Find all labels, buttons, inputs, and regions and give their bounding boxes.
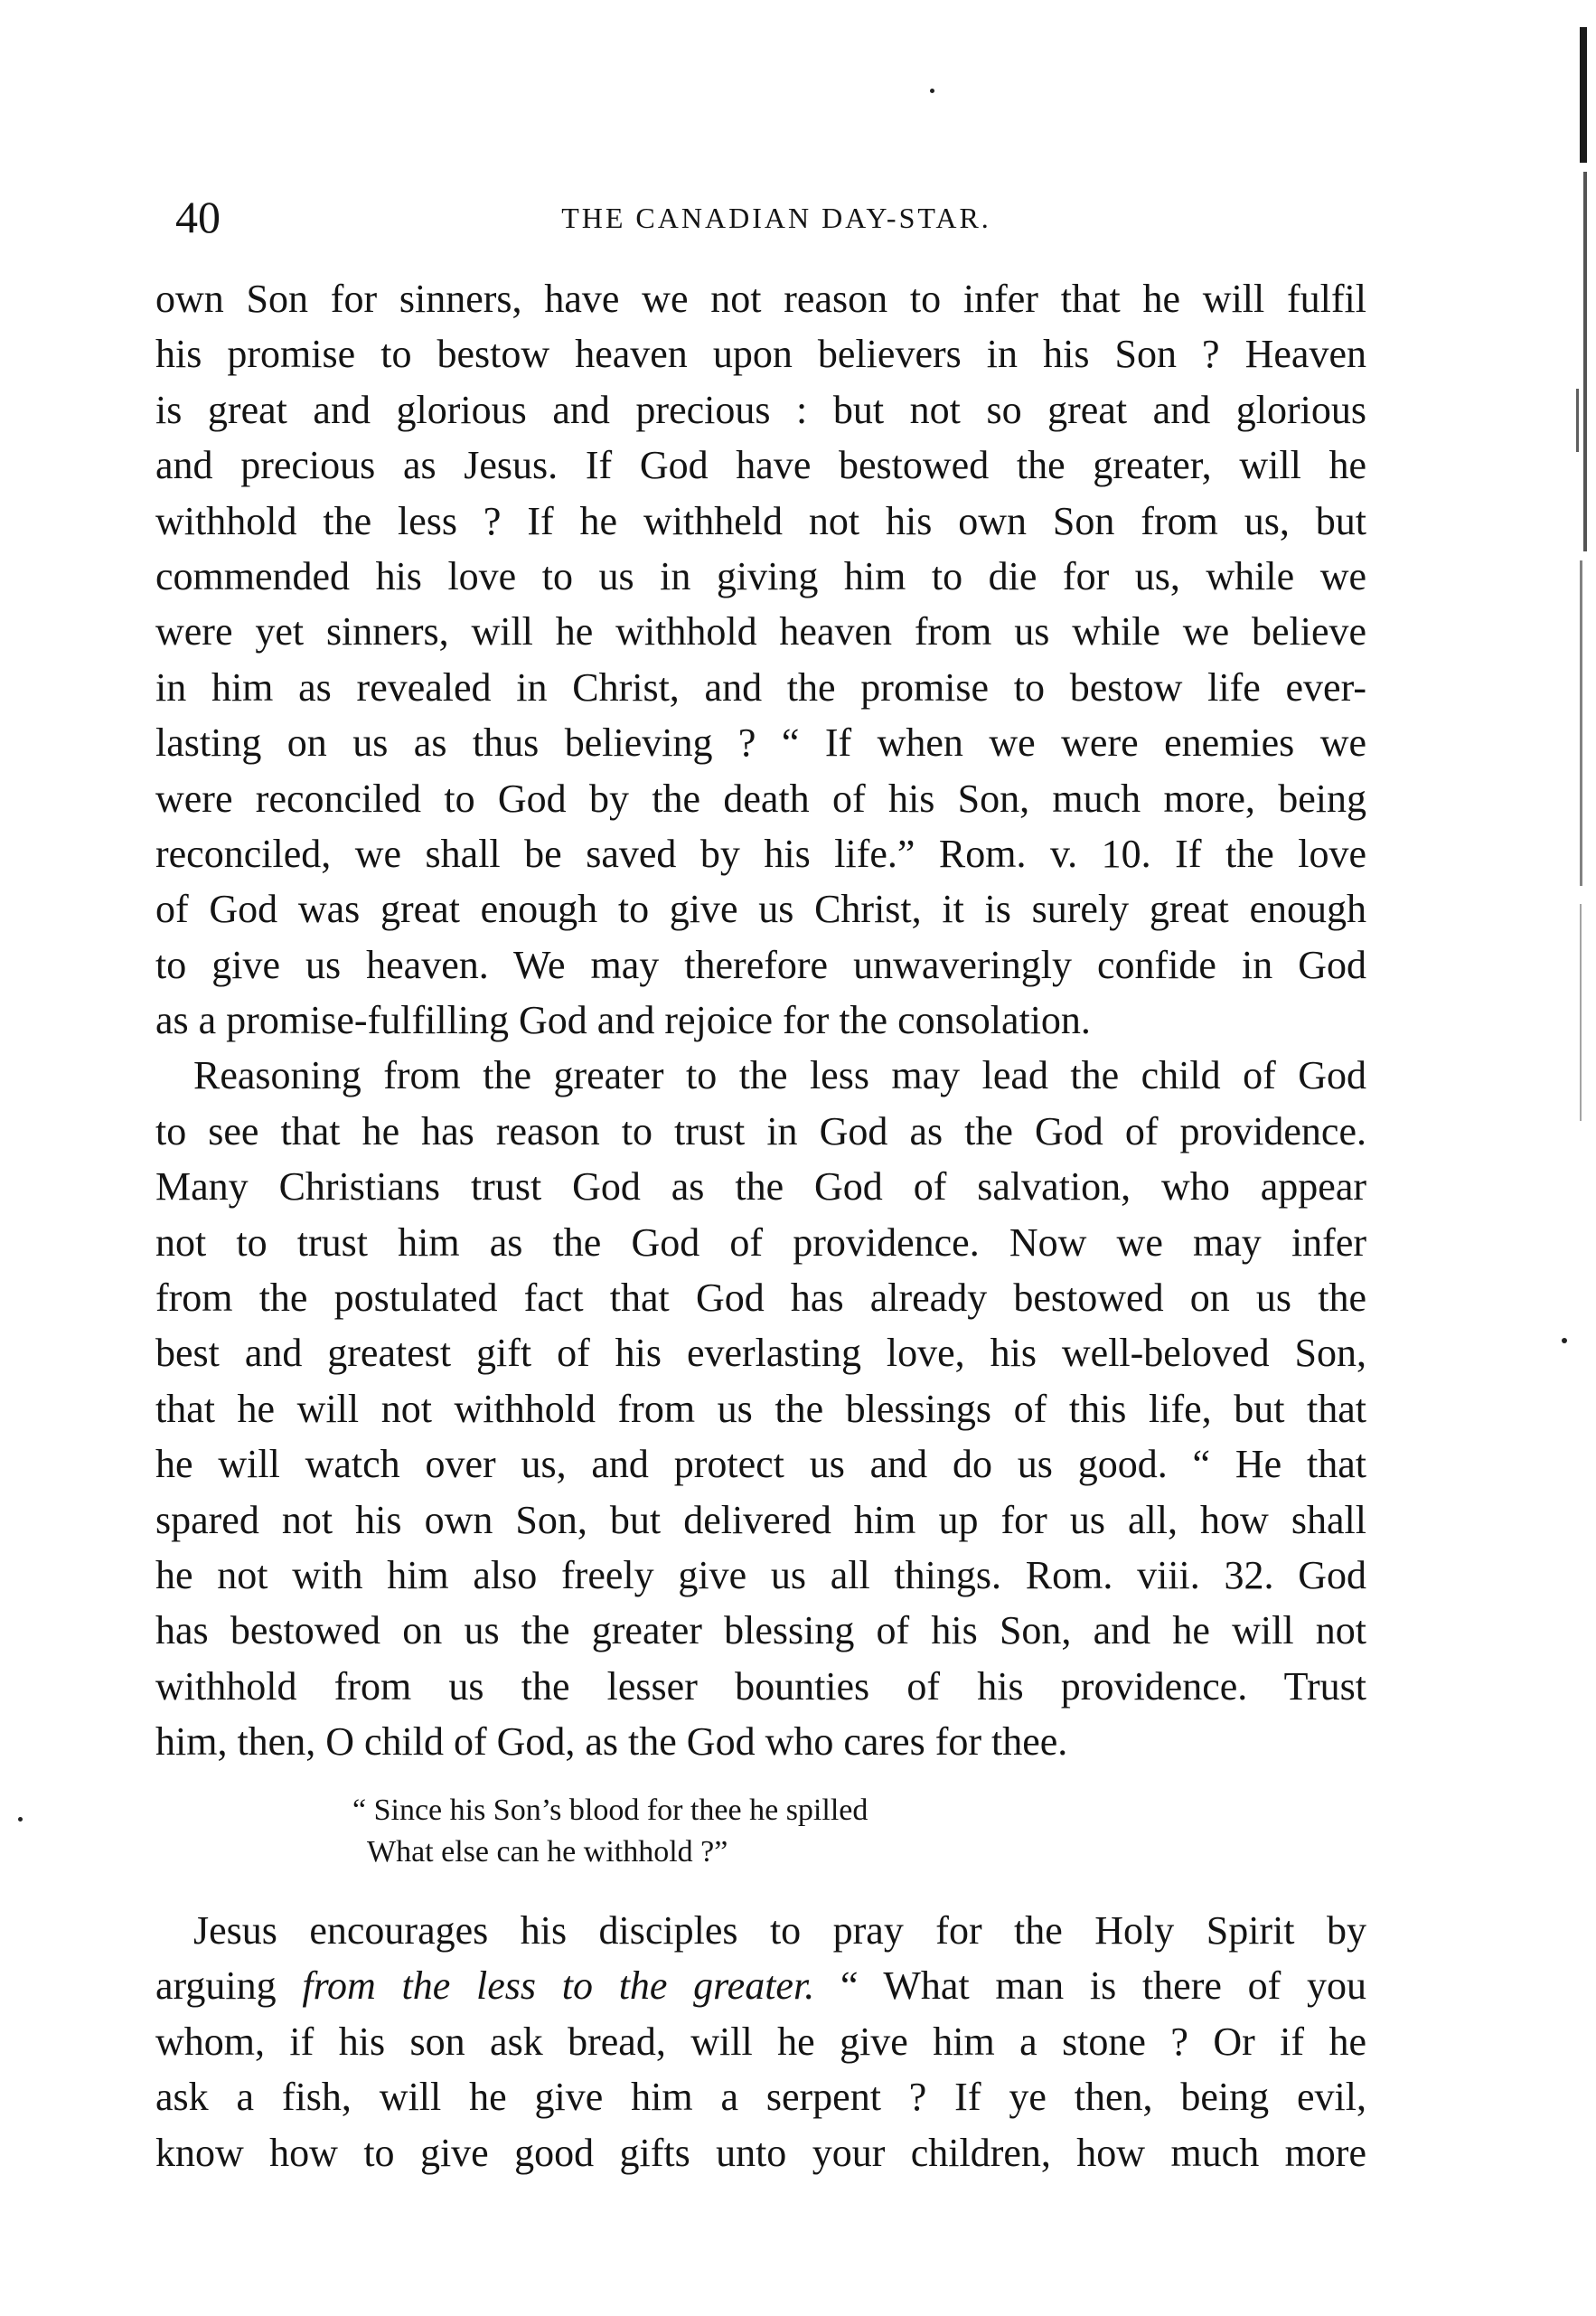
running-header [175, 185, 1377, 249]
verse-line: What else can he withhold ?” [367, 1835, 728, 1869]
text-line: from the postulated fact that God has already bestowed on us the [155, 1276, 1366, 1321]
page-edge-shadow [1580, 27, 1587, 163]
page-edge-shadow [1576, 389, 1579, 452]
text-line: that he will not withhold from us the blessings of this life, but that [155, 1386, 1366, 1431]
body-text-continued [155, 1903, 1366, 2180]
text-line: own Son for sinners, have we not reason to infer that he will fulfil [155, 277, 1366, 321]
text-line: whom, if his son ask bread, will he give him a stone ? Or if he [155, 2019, 1366, 2064]
text-line: not to trust him as the God of providence. Now we may infer [155, 1219, 1366, 1265]
text-line: best and greatest gift of his everlasting love, his well-beloved Son, [155, 1331, 1366, 1376]
page-edge-shadow [1580, 560, 1582, 886]
page-number: 40 [175, 192, 221, 242]
text-line: is great and glorious and precious : but not so great and glorious [155, 387, 1366, 432]
text-line: lasting on us as thus believing ? “ If when we were enemies we [155, 720, 1366, 766]
text-run: “ What man is there of you [814, 1963, 1366, 2009]
text-line: and precious as Jesus. If God have bestowed the greater, will he [155, 443, 1366, 488]
text-line: Reasoning from the greater to the less may lead the child of God [193, 1053, 1366, 1098]
text-line: in him as revealed in Christ, and the promise to bestow life ever- [155, 664, 1366, 710]
scan-speck [1562, 1338, 1567, 1343]
text-line: Jesus encourages his disciples to pray for the Holy Spirit by [193, 1908, 1366, 1953]
text-run: arguing [155, 1963, 303, 2009]
body-text [155, 271, 1366, 1770]
text-line: were yet sinners, will he withhold heaven from us while we believe [155, 609, 1366, 654]
text-line: reconciled, we shall be saved by his life.” Rom. v. 10. If the love [155, 831, 1366, 876]
text-line: as a promise-fulfilling God and rejoice for the consolation. [155, 998, 1091, 1043]
text-line: has bestowed on us the greater blessing of his Son, and he will not [155, 1608, 1366, 1653]
scan-speck [18, 1817, 23, 1822]
text-line [155, 1958, 1366, 2013]
italic-phrase: from the less to the greater. [302, 1963, 815, 2009]
scan-speck [930, 89, 934, 93]
text-line: he not with him also freely give us all things. Rom. viii. 32. God [155, 1552, 1366, 1597]
text-line: to see that he has reason to trust in God as the God of providence. [155, 1108, 1366, 1153]
text-line: of God was great enough to give us Christ, it is surely great enough [155, 887, 1366, 932]
verse-quotation [352, 1790, 1075, 1873]
text-line: withhold from us the lesser bounties of his providence. Trust [155, 1663, 1366, 1709]
text-line: him, then, O child of God, as the God who cares for thee. [155, 1719, 1068, 1765]
text-line: his promise to bestow heaven upon believers in his Son ? Heaven [155, 332, 1366, 377]
page-edge-shadow [1583, 172, 1587, 551]
text-line: Many Christians trust God as the God of salvation, who appear [155, 1164, 1366, 1210]
text-line: commended his love to us in giving him to die for us, while we [155, 553, 1366, 598]
verse-line: “ Since his Son’s blood for thee he spilled [352, 1793, 868, 1827]
running-title: THE CANADIAN DAY-STAR. [561, 202, 991, 234]
text-line: he will watch over us, and protect us and do us good. “ He that [155, 1442, 1366, 1487]
text-line: to give us heaven. We may therefore unwaveringly confide in God [155, 942, 1366, 987]
text-line: know how to give good gifts unto your children, how much more [155, 2130, 1366, 2175]
text-line: spared not his own Son, but delivered him up for us all, how shall [155, 1497, 1366, 1542]
text-line: were reconciled to God by the death of his Son, much more, being [155, 776, 1366, 821]
page-edge-shadow [1580, 904, 1582, 1121]
text-line: ask a fish, will he give him a serpent ? If ye then, being evil, [155, 2075, 1366, 2120]
text-line: withhold the less ? If he withheld not his own Son from us, but [155, 498, 1366, 543]
